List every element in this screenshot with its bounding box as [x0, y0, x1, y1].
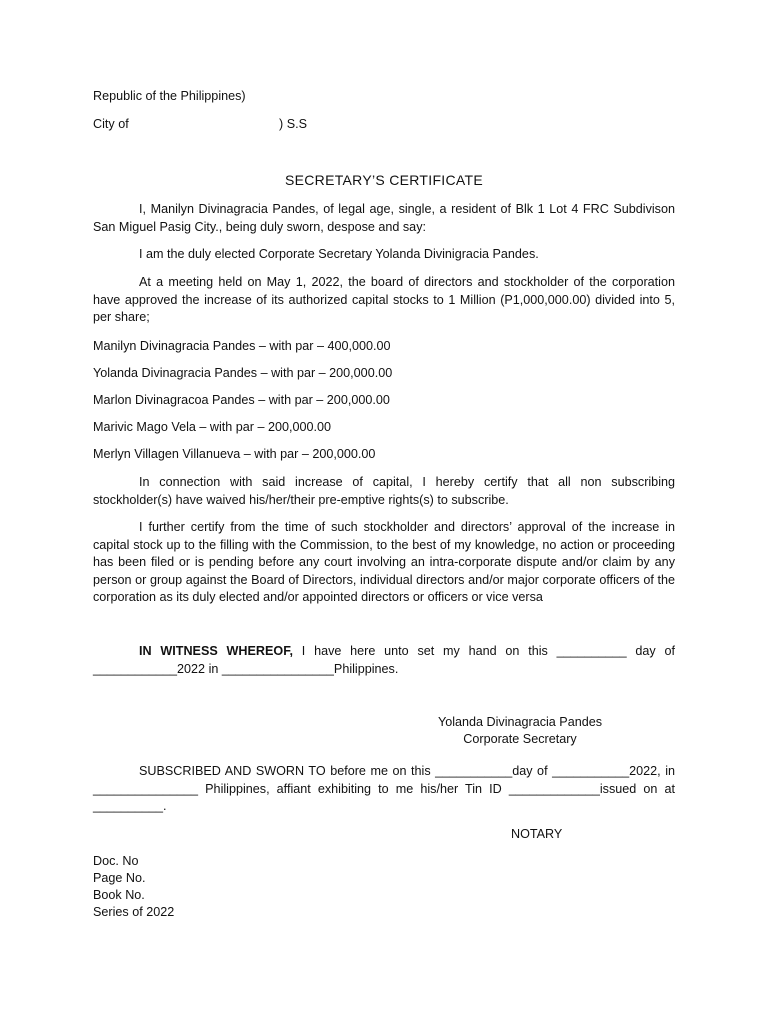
series-year: Series of 2022: [93, 905, 175, 919]
witness-rest: I have here unto set my hand on this __________ day of ____________2022 in ________________Philippines.: [93, 644, 676, 676]
book-no: Book No.: [93, 888, 145, 902]
venue-line-1: Republic of the Philippines): [93, 89, 246, 103]
witness-lead: IN WITNESS WHEREOF,: [139, 644, 294, 658]
signatory-position: Corporate Secretary: [463, 732, 577, 746]
stockholder-line: Marlon Divinagracoa Pandes – with par – 200,000.00: [93, 393, 390, 407]
stockholder-line: Yolanda Divinagracia Pandes – with par – 200,000.00: [93, 366, 393, 380]
signatory-name: Yolanda Divinagracia Pandes: [437, 715, 603, 729]
notary-label: NOTARY: [511, 827, 563, 841]
jurat-paragraph: SUBSCRIBED AND SWORN TO before me on this ___________day of ___________2022, in _______________ Philippines, affiant exhibiting to me his/her Tin ID _____________issued on at __________.: [93, 764, 675, 813]
witness-paragraph: [93, 643, 675, 678]
venue-line-2-city: City of: [93, 117, 129, 131]
secretary-paragraph: I am the duly elected Corporate Secretary Yolanda Divinigracia Pandes.: [139, 247, 539, 261]
further-certify-paragraph: I further certify from the time of such stockholder and directors’ approval of the increase in capital stock up to the filling with the Commission, to the best of my knowledge, no action or proceeding has been filed or is pending before any court involving an intra-corporate dispute and/or claim by any person or group against the Board of Directors, individual directors and/or major corporate officers of the corporation as its duly elected and/or appointed directors or officers or vice versa: [93, 520, 675, 604]
venue-line-2-ss: ) S.S: [279, 117, 307, 131]
stockholder-line: Merlyn Villagen Villanueva – with par – 200,000.00: [93, 447, 376, 461]
stockholder-line: Manilyn Divinagracia Pandes – with par – 400,000.00: [93, 339, 391, 353]
waiver-paragraph: In connection with said increase of capital, I hereby certify that all non subscribing stockholder(s) have waived his/her/their pre-emptive rights(s) to subscribe.: [93, 475, 675, 507]
page-no: Page No.: [93, 871, 146, 885]
document-title: SECRETARY’S CERTIFICATE: [284, 172, 483, 188]
stockholder-line: Marivic Mago Vela – with par – 200,000.00: [93, 420, 332, 434]
meeting-paragraph: At a meeting held on May 1, 2022, the board of directors and stockholder of the corporation have approved the increase of its authorized capital stocks to 1 Million (P1,000,000.00) divided into 5, per share;: [93, 275, 675, 324]
intro-paragraph: I, Manilyn Divinagracia Pandes, of legal age, single, a resident of Blk 1 Lot 4 FRC Subdivison San Miguel Pasig City., being duly sworn, despose and say:: [93, 202, 675, 234]
doc-no: Doc. No: [93, 854, 139, 868]
